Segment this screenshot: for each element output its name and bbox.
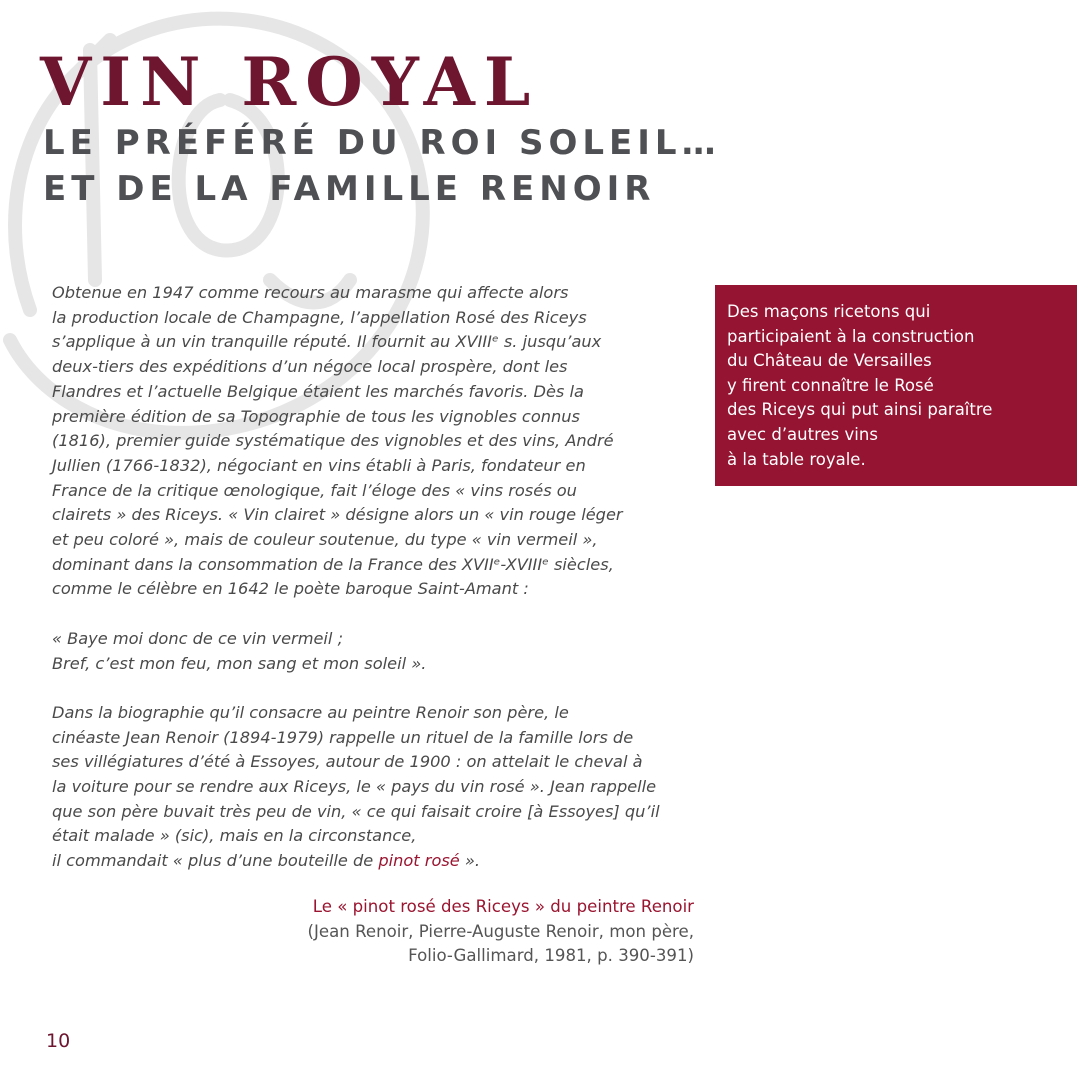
citation-caption	[200, 895, 694, 969]
sidebar-callout-box	[715, 285, 1077, 486]
text-line: et peu coloré », mais de couleur soutenue, du type « vin vermeil »,	[52, 530, 598, 550]
subtitle-line: ET DE LA FAMILLE RENOIR	[43, 169, 656, 209]
callout-line: des Riceys qui put ainsi paraître	[727, 400, 993, 420]
callout-line: du Château de Versailles	[727, 351, 932, 371]
quote-line: Bref, c’est mon feu, mon sang et mon soleil ».	[52, 653, 427, 673]
text-line: que son père buvait très peu de vin, « ce qui faisait croire [à Essoyes] qu’il	[52, 801, 660, 821]
text-line: la voiture pour se rendre aux Riceys, le « pays du vin rosé ». Jean rappelle	[52, 777, 657, 797]
subtitle-line: LE PRÉFÉRÉ DU ROI SOLEIL…	[43, 123, 721, 163]
text-line: deux-tiers des expéditions d’un négoce local prospère, dont les	[52, 357, 568, 377]
text-line: (1816), premier guide systématique des vignobles et des vins, André	[52, 431, 614, 451]
pinot-rose-highlight: pinot rosé	[378, 851, 460, 871]
quote-line: « Baye moi donc de ce vin vermeil ;	[52, 628, 344, 648]
caption-title: Le « pinot rosé des Riceys » du peintre Renoir	[312, 897, 694, 916]
text-line: était malade » (sic), mais en la circonstance,	[52, 826, 417, 846]
caption-source-line: (Jean Renoir, Pierre-Auguste Renoir, mon père,	[307, 921, 694, 941]
paragraph-renoir	[52, 701, 712, 874]
page-title: VIN ROYAL	[40, 43, 540, 121]
text-line: Dans la biographie qu’il consacre au peintre Renoir son père, le	[52, 702, 569, 722]
caption-source-line: Folio-Gallimard, 1981, p. 390-391)	[408, 946, 694, 966]
text-line: ses villégiatures d’été à Essoyes, autour de 1900 : on attelait le cheval à	[52, 752, 643, 772]
body-text	[52, 281, 712, 899]
callout-line: Des maçons ricetons qui	[727, 302, 931, 321]
text-line: comme le célèbre en 1642 le poète baroque Saint-Amant :	[52, 579, 529, 599]
callout-line: participaient à la construction	[727, 326, 975, 346]
text-line: s’applique à un vin tranquille réputé. Il fournit au XVIIIᵉ s. jusqu’aux	[52, 332, 602, 352]
callout-line: y firent connaître le Rosé	[727, 375, 934, 395]
text-line: cinéaste Jean Renoir (1894-1979) rappelle un rituel de la famille lors de	[52, 727, 634, 747]
page-number: 10	[46, 1030, 71, 1052]
callout-line: avec d’autres vins	[727, 424, 878, 444]
paragraph-intro	[52, 281, 712, 602]
callout-line: à la table royale.	[727, 449, 866, 469]
text-line: première édition de sa Topographie de tous les vignobles connus	[52, 406, 580, 426]
page-subtitle	[43, 120, 721, 212]
text-line: France de la critique œnologique, fait l’éloge des « vins rosés ou	[52, 480, 577, 500]
text-line: la production locale de Champagne, l’appellation Rosé des Riceys	[52, 307, 587, 327]
poem-quote	[52, 627, 712, 676]
text-line-last	[52, 849, 712, 874]
text-line: dominant dans la consommation de la France des XVIIᵉ-XVIIIᵉ siècles,	[52, 554, 614, 574]
text-line: Obtenue en 1947 comme recours au marasme qui affecte alors	[52, 283, 569, 302]
text-fragment: ».	[459, 851, 481, 871]
text-line: clairets » des Riceys. « Vin clairet » désigne alors un « vin rouge léger	[52, 505, 623, 525]
text-fragment: il commandait « plus d’une bouteille de	[52, 851, 379, 871]
text-line: Flandres et l’actuelle Belgique étaient les marchés favoris. Dès la	[52, 381, 584, 401]
text-line: Jullien (1766-1832), négociant en vins établi à Paris, fondateur en	[52, 455, 586, 475]
